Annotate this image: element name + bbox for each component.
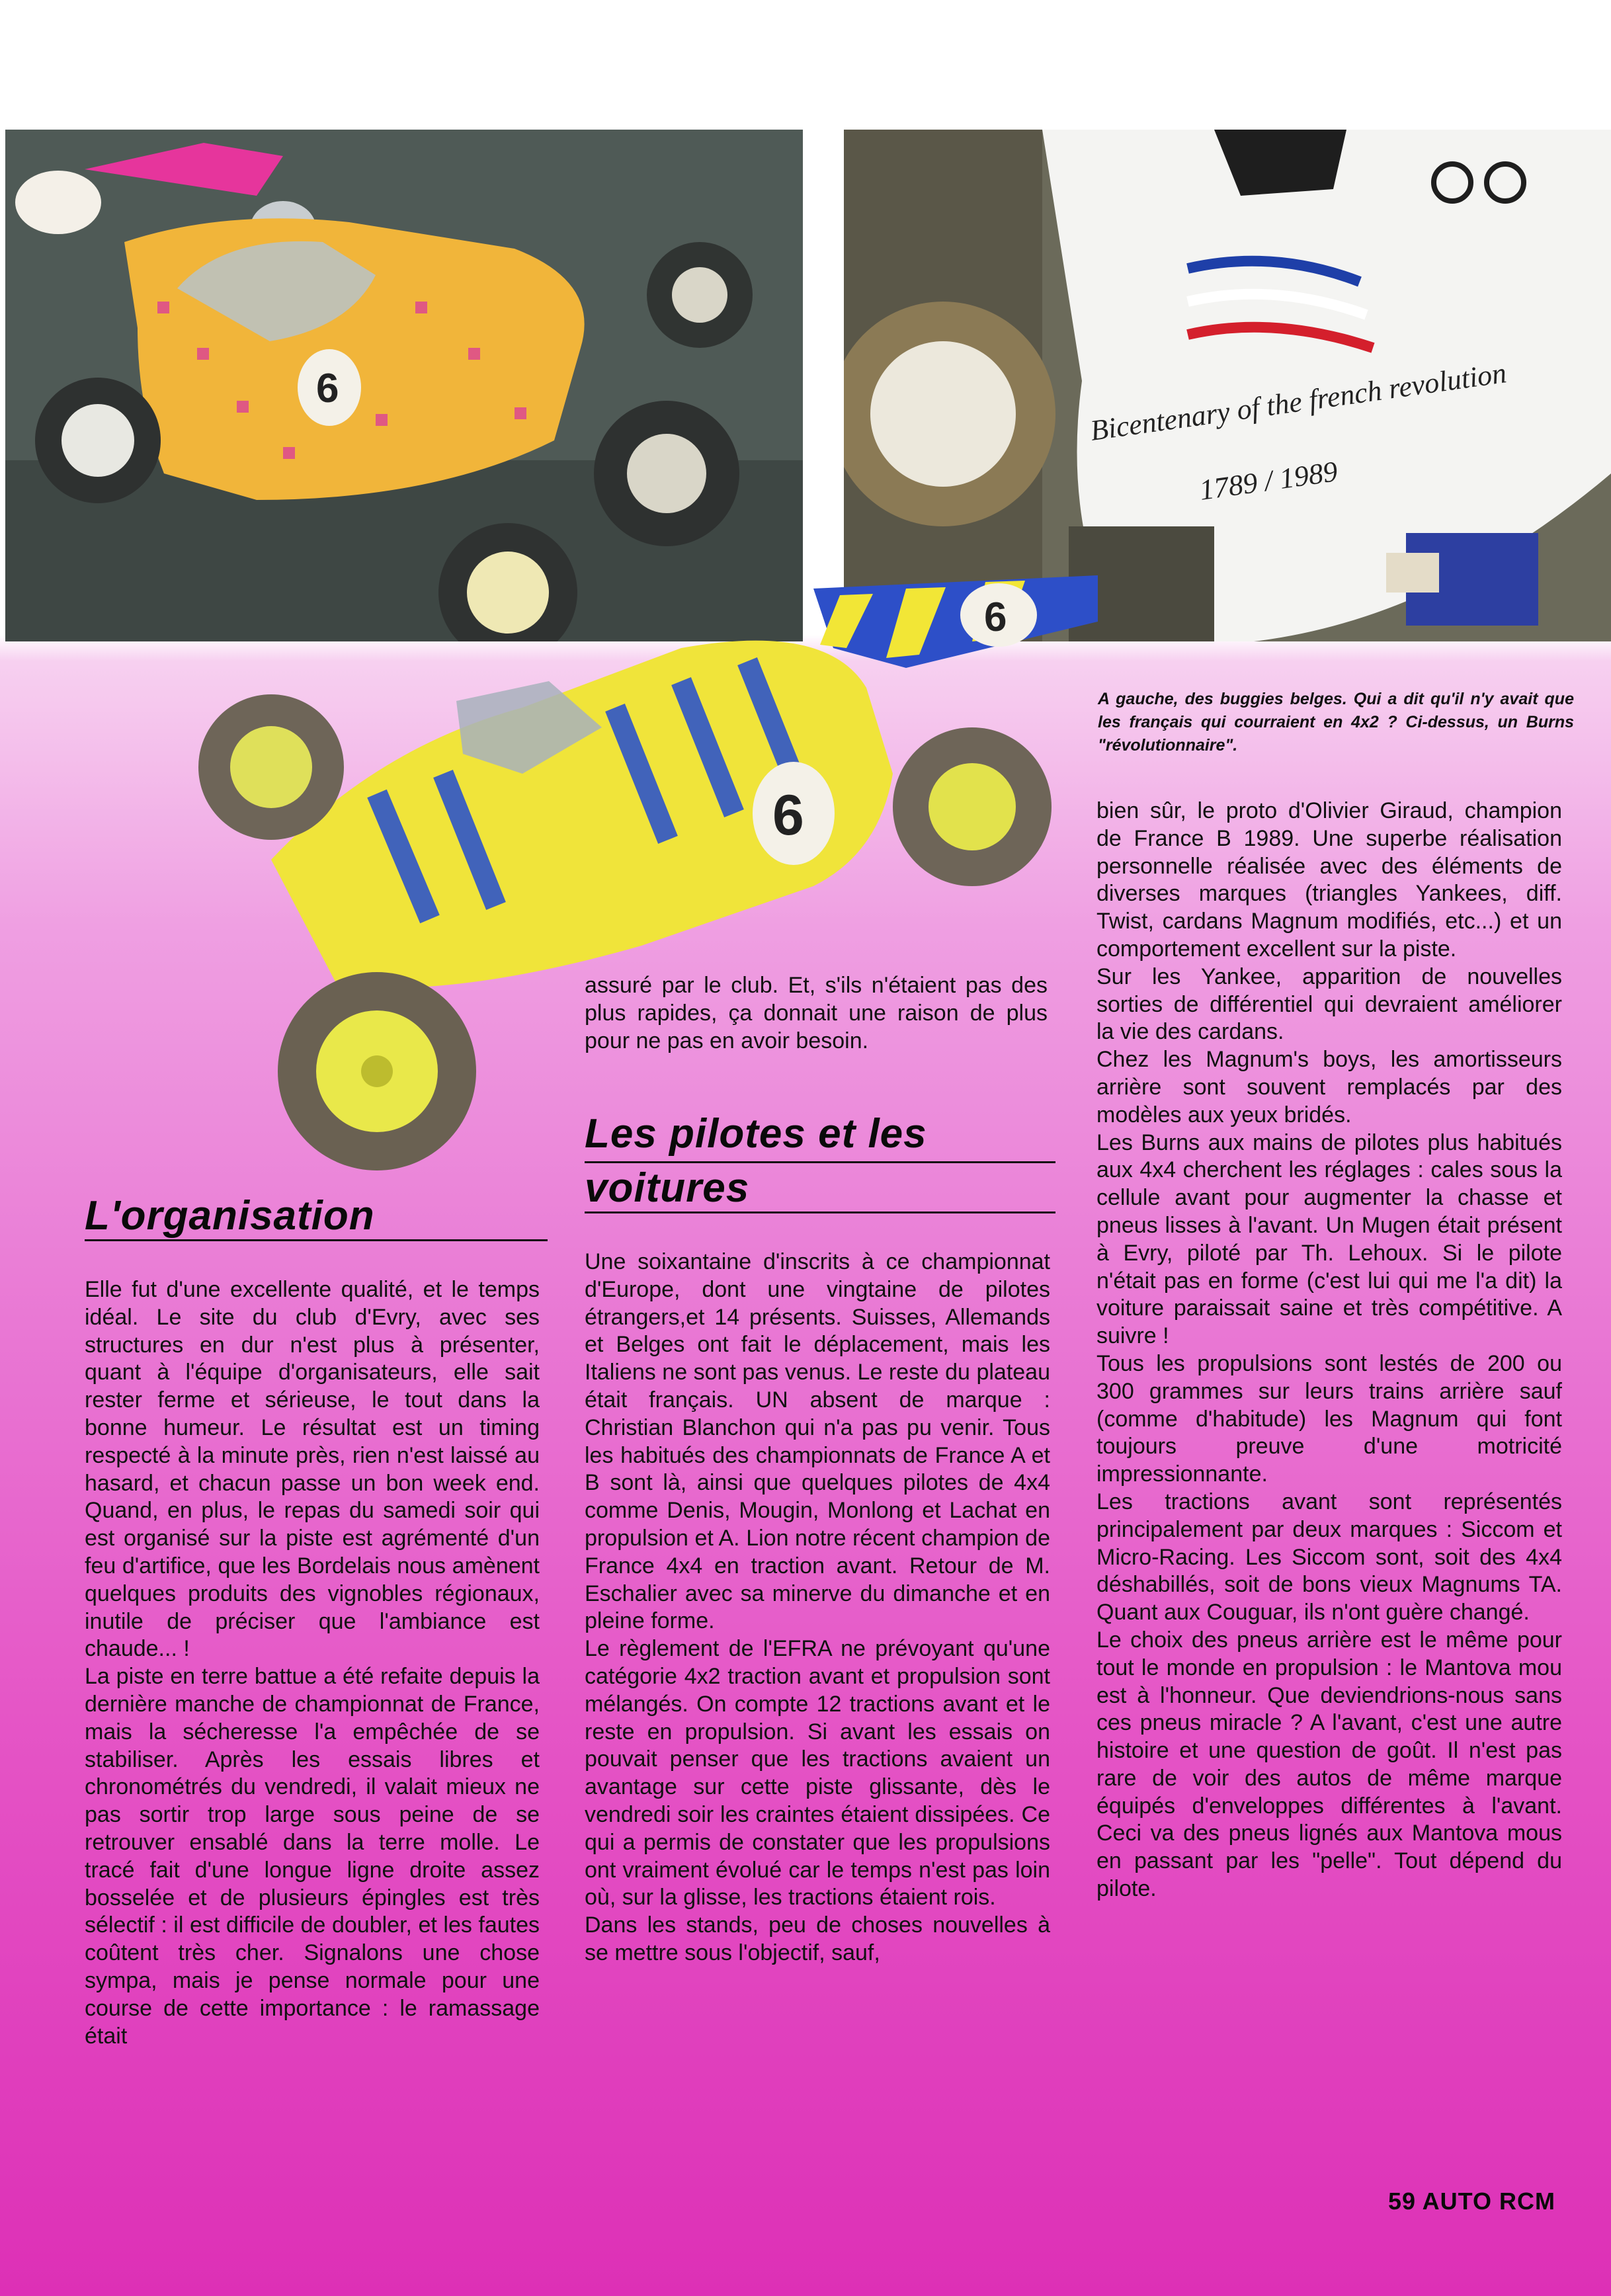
bicentenary-text: Bicentenary of the french revolution xyxy=(1088,356,1508,447)
column-pilotes xyxy=(585,1249,1050,1967)
photo-proto-buggy xyxy=(179,575,1104,1170)
paragraph: Elle fut d'une excellente qualité, et le temps idéal. Le site du club d'Evry, avec ses structures en dur n'est plus à présenter, quant à l'équipe d'organisateurs, elle sait rester ferme et sérieuse, le tout dans la bonne humeur. Le résultat est un timing respecté à la minute près, rien n'est laissé au hasard, et chacun passe un bon week end. Quand, en plus, le repas du samedi soir qui est organisé sur la piste est agrémenté d'un feu d'artifice, que les Bordelais nous amènent quelques produits des vignobles régionaux, inutile de préciser que l'ambiance est chaude... ! xyxy=(85,1277,540,1662)
bicentenary-years: 1789 / 1989 xyxy=(1197,455,1340,507)
paragraph: Les tractions avant sont représentés principalement par deux marques : Siccom et Micro-Racing. Les Siccom sont, soit des 4x4 déshabillés, soit de bons vieux Magnums TA. Quant aux Couguar, ils n'ont guère changé. xyxy=(1096,1489,1562,1625)
paragraph: Le règlement de l'EFRA ne prévoyant qu'une catégorie 4x2 traction avant et propulsion sont mélangés. On compte 12 tractions avant et le reste en propulsion. Si avant les essais on pouvait penser que les tractions avaient un avantage sur cette piste glissante, dès le vendredi soir les craintes étaient dissipées. Ce qui a permis de constater que les propulsions ont vraiment évolué car le temps n'est pas loin où, sur la glisse, les tractions étaient rois. xyxy=(585,1636,1050,1910)
paragraph: Les Burns aux mains de pilotes plus habitués aux 4x4 cherchent les réglages : cales sous la cellule avant pour augmenter la chasse et pneus lisses à l'avant. Un Mugen était présent à Evry, piloté par Th. Lehoux. Si le pilote n'était pas en forme (c'est lui qui me l'a dit) la voiture paraissait saine et très compétitive. A suivre ! xyxy=(1096,1129,1562,1349)
column-pilotes-intro xyxy=(585,972,1048,1055)
car-wing-decal: 6 xyxy=(984,594,1007,640)
page-folio: 59 AUTO RCM xyxy=(1387,2188,1555,2215)
paragraph: Tous les propulsions sont lestés de 200 ou 300 grammes sur leurs trains arrière sauf (comme d'habitude) les Magnum qui font toujours preuve d'une motricité impressionnante. xyxy=(1096,1350,1562,1487)
photo-belgian-buggy xyxy=(5,130,803,641)
paragraph: Une soixantaine d'inscrits à ce championnat d'Europe, dont une vingtaine de pilotes étrangers,et 14 présents. Suisses, Allemands et Belges ont fait le déplacement, mais les Italiens ne sont pas venus. Le reste du plateau était français. UN absent de marque : Christian Blanchon qui n'a pas pu venir. Tous les habitués des championnats de France A et B sont là, ainsi que quelques pilotes de 4x4 comme Denis, Mougin, Monlong et Lachat en propulsion et A. Lion notre récent champion de France 4x4 en traction avant. Retour de M. Eschalier avec sa minerve du dimanche et en pleine forme. xyxy=(585,1249,1050,1634)
section-heading-pilotes-line2: voitures xyxy=(585,1165,1055,1213)
paragraph: bien sûr, le proto d'Olivier Giraud, champion de France B 1989. Une superbe réalisation personnelle réalisée avec des éléments de diverses marques (triangles Yankees, diff. Twist, cardans Magnum modifiés, etc...) et un comportement excellent sur la piste. xyxy=(1096,798,1562,962)
paragraph: Dans les stands, peu de choses nouvelles à se mettre sous l'objectif, sauf, xyxy=(585,1912,1050,1965)
column-right xyxy=(1096,798,1562,1903)
paragraph: assuré par le club. Et, s'ils n'étaient pas des plus rapides, ça donnait une raison de plus pour ne pas en avoir besoin. xyxy=(585,973,1048,1053)
section-heading-organisation: L'organisation xyxy=(85,1193,548,1241)
photo-burns-revolution xyxy=(844,130,1611,641)
paragraph: Chez les Magnum's boys, les amortisseurs arrière sont souvent remplacés par des modèles aux yeux bridés. xyxy=(1096,1047,1562,1128)
column-organisation xyxy=(85,1276,540,2050)
paragraph: Sur les Yankee, apparition de nouvelles sorties de différentiel qui devraient améliorer la vie des cardans. xyxy=(1096,964,1562,1045)
car-side-decal: 6 xyxy=(772,784,804,847)
left-car-decal: 6 xyxy=(316,366,339,411)
paragraph: Le choix des pneus arrière est le même pour tout le monde en propulsion : le Mantova mou est à l'honneur. Que deviendrions-nous sans ces pneus miracle ? A l'avant, c'est une autre histoire et une question de goût. Il n'est pas rare de voir des autos de même marque équipés d'enveloppes différentes à l'avant. Ceci va des pneus lignés aux Mantova mous en passant par les "pelle". Tout dépend du pilote. xyxy=(1096,1627,1562,1902)
paragraph: La piste en terre battue a été refaite depuis la dernière manche de championnat de France, mais la sécheresse l'a empêchée de se stabiliser. Après les essais libres et chronométrés du vendredi, il valait mieux ne pas sortir trop large sous peine de se retrouver ensablé dans la terre molle. Le tracé fait d'une longue ligne droite assez bosselée et de plusieurs épingles est très sélectif : il est difficile de doubler, et les fautes coûtent très cher. Signalons une chose sympa, mais je pense normale pour une course de cette importance : le ramassage était xyxy=(85,1664,540,2049)
photo-caption: A gauche, des buggies belges. Qui a dit qu'il n'y avait que les français qui courraient en 4x2 ? Ci-dessus, un Burns "révolutionnaire". xyxy=(1098,690,1574,755)
section-heading-pilotes-line1: Les pilotes et les xyxy=(585,1111,927,1157)
